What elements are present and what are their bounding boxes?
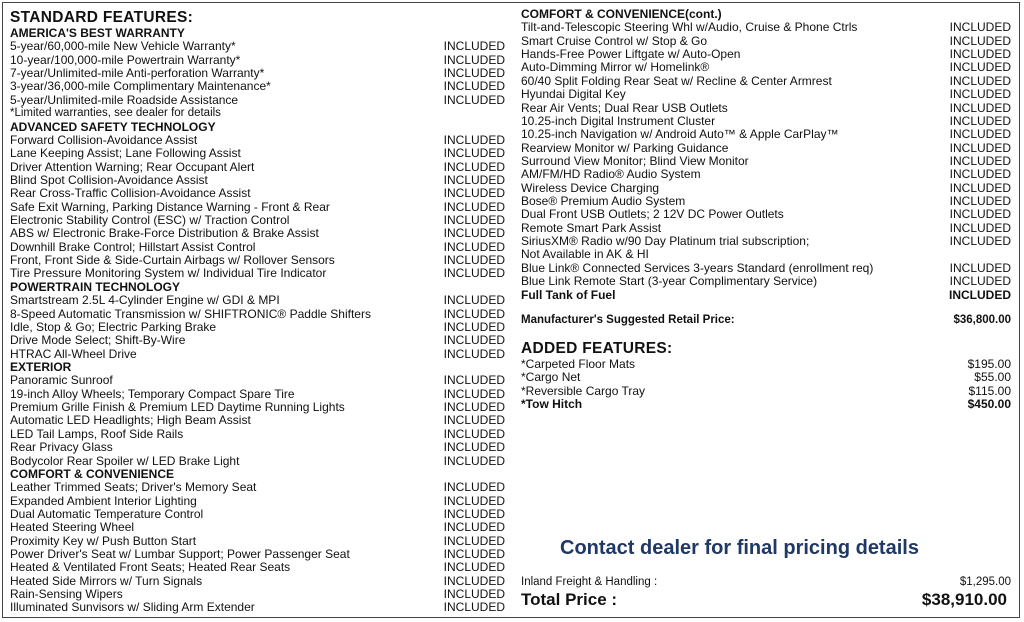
feature-value: INCLUDED [443, 587, 505, 602]
section-heading-text: POWERTRAIN TECHNOLOGY [10, 279, 180, 294]
feature-row [521, 48, 1011, 61]
feature-name: 19-inch Alloy Wheels; Temporary Compact Spare Tire [10, 386, 295, 401]
feature-value: INCLUDED [443, 39, 505, 54]
feature-value: INCLUDED [443, 400, 505, 415]
feature-value: INCLUDED [949, 127, 1011, 142]
feature-value: INCLUDED [443, 520, 505, 535]
feature-name: 10.25-inch Navigation w/ Android Auto™ & Apple CarPlay™ [521, 127, 839, 142]
feature-row [10, 441, 505, 454]
feature-value: INCLUDED [443, 426, 505, 441]
feature-row [521, 21, 1011, 34]
feature-row [521, 235, 1011, 248]
feature-name: Safe Exit Warning, Parking Distance Warning - Front & Rear [10, 199, 330, 214]
feature-value: INCLUDED [443, 132, 505, 147]
feature-row [10, 214, 505, 227]
feature-row [521, 275, 1011, 288]
feature-row [10, 241, 505, 254]
feature-row [10, 134, 505, 147]
feature-row [10, 80, 505, 93]
feature-value: INCLUDED [443, 159, 505, 174]
feature-name: 10.25-inch Digital Instrument Cluster [521, 113, 716, 128]
feature-value: INCLUDED [443, 533, 505, 548]
feature-value: INCLUDED [443, 253, 505, 268]
feature-row [521, 168, 1011, 181]
feature-name: Lane Keeping Assist; Lane Following Assist [10, 146, 241, 161]
feature-name: LED Tail Lamps, Roof Side Rails [10, 426, 184, 441]
section-heading-text: COMFORT & CONVENIENCE(cont.) [521, 7, 722, 21]
feature-value: INCLUDED [949, 33, 1011, 48]
feature-name: Drive Mode Select; Shift-By-Wire [10, 333, 186, 348]
feature-name: Wireless Device Charging [521, 180, 660, 195]
feature-value: $195.00 [967, 356, 1011, 371]
feature-name: Rearview Monitor w/ Parking Guidance [521, 140, 729, 155]
feature-name: 3-year/36,000-mile Complimentary Maintenance* [10, 79, 271, 94]
section-heading [10, 121, 505, 134]
feature-row [521, 35, 1011, 48]
feature-value: INCLUDED [443, 92, 505, 107]
feature-row [521, 398, 1011, 411]
feature-value: INCLUDED [443, 146, 505, 161]
feature-value: INCLUDED [949, 153, 1011, 168]
msrp-value: $36,800.00 [953, 313, 1011, 326]
feature-row [10, 481, 505, 494]
feature-row [10, 401, 505, 414]
feature-row [521, 75, 1011, 88]
feature-name: Leather Trimmed Seats; Driver's Memory Seat [10, 480, 257, 495]
feature-value: INCLUDED [949, 234, 1011, 249]
feature-value: INCLUDED [443, 306, 505, 321]
feature-row [10, 548, 505, 561]
feature-value: INCLUDED [949, 100, 1011, 115]
feature-value: INCLUDED [443, 453, 505, 468]
feature-name: Remote Smart Park Assist [521, 220, 662, 235]
feature-row [10, 161, 505, 174]
feature-name: Rear Cross-Traffic Collision-Avoidance Assist [10, 186, 251, 201]
feature-name: Heated Steering Wheel [10, 520, 135, 535]
feature-row [10, 254, 505, 267]
contact-dealer-note: Contact dealer for final pricing details [560, 537, 919, 559]
feature-value: INCLUDED [443, 199, 505, 214]
feature-value: INCLUDED [443, 506, 505, 521]
feature-name: Rain-Sensing Wipers [10, 587, 123, 602]
feature-row [10, 601, 505, 614]
section-heading [521, 8, 1011, 21]
feature-name: *Reversible Cargo Tray [521, 383, 646, 398]
feature-row [521, 222, 1011, 235]
section-title [10, 9, 505, 27]
feature-name: 5-year/60,000-mile New Vehicle Warranty* [10, 39, 236, 54]
feature-name: HTRAC All-Wheel Drive [10, 346, 137, 361]
feature-row [521, 385, 1011, 398]
feature-value: INCLUDED [443, 547, 505, 562]
feature-value: INCLUDED [949, 287, 1011, 302]
total-price-label: Total Price : [521, 590, 618, 609]
feature-name: Rear Privacy Glass [10, 440, 113, 455]
feature-name: Front, Front Side & Side-Curtain Airbags w/ Rollover Sensors [10, 253, 335, 268]
feature-name: Dual Front USB Outlets; 2 12V DC Power Outlets [521, 207, 784, 222]
feature-name: Automatic LED Headlights; High Beam Assist [10, 413, 251, 428]
feature-row [10, 414, 505, 427]
feature-row [10, 174, 505, 187]
section-heading [10, 281, 505, 294]
feature-row [10, 561, 505, 574]
feature-name: Dual Automatic Temperature Control [10, 506, 204, 521]
section-heading-text: ADVANCED SAFETY TECHNOLOGY [10, 119, 216, 134]
feature-name: Panoramic Sunroof [10, 373, 113, 388]
feature-name: Idle, Stop & Go; Electric Parking Brake [10, 319, 217, 334]
feature-name: 10-year/100,000-mile Powertrain Warranty* [10, 52, 241, 67]
feature-name: Rear Air Vents; Dual Rear USB Outlets [521, 100, 728, 115]
feature-name: *Tow Hitch [521, 396, 583, 411]
feature-row [521, 115, 1011, 128]
feature-value: INCLUDED [443, 293, 505, 308]
section-heading [10, 468, 505, 481]
feature-name: Expanded Ambient Interior Lighting [10, 493, 197, 508]
msrp-row-text: Manufacturer's Suggested Retail Price: [521, 313, 735, 326]
feature-value: INCLUDED [443, 172, 505, 187]
feature-value: INCLUDED [443, 186, 505, 201]
feature-row [521, 142, 1011, 155]
feature-name: Bodycolor Rear Spoiler w/ LED Brake Light [10, 453, 240, 468]
feature-value: INCLUDED [443, 346, 505, 361]
feature-row [10, 321, 505, 334]
section-title-text: STANDARD FEATURES: [10, 9, 194, 26]
feature-name: Blue Link® Connected Services 3-years Standard (enrollment req) [521, 260, 874, 275]
feature-name: Proximity Key w/ Push Button Start [10, 533, 197, 548]
feature-value: $115.00 [968, 383, 1011, 398]
feature-value: INCLUDED [443, 213, 505, 228]
feature-row [521, 208, 1011, 221]
feature-value: $450.00 [967, 396, 1011, 411]
feature-value: INCLUDED [949, 260, 1011, 275]
feature-name: Bose® Premium Audio System [521, 194, 686, 209]
feature-value: INCLUDED [443, 413, 505, 428]
feature-row [10, 308, 505, 321]
feature-value: INCLUDED [443, 386, 505, 401]
feature-row [10, 588, 505, 601]
feature-value: INCLUDED [949, 207, 1011, 222]
feature-value: INCLUDED [443, 600, 505, 615]
feature-name: Not Available in AK & HI [521, 247, 649, 262]
feature-value: INCLUDED [443, 66, 505, 81]
feature-name: 60/40 Split Folding Rear Seat w/ Recline & Center Armrest [521, 73, 832, 88]
feature-row [10, 227, 505, 240]
feature-name: AM/FM/HD Radio® Audio System [521, 167, 701, 182]
feature-row [10, 67, 505, 80]
left-column [10, 9, 505, 615]
feature-row [521, 102, 1011, 115]
feature-value: INCLUDED [949, 47, 1011, 62]
feature-value: INCLUDED [949, 73, 1011, 88]
feature-name: Auto-Dimming Mirror w/ Homelink® [521, 60, 710, 75]
feature-name: Full Tank of Fuel [521, 287, 616, 302]
feature-value: INCLUDED [443, 560, 505, 575]
feature-value: INCLUDED [949, 113, 1011, 128]
feature-row [10, 94, 505, 107]
feature-name: Driver Attention Warning; Rear Occupant Alert [10, 159, 255, 174]
section-heading [10, 361, 505, 374]
feature-row [521, 155, 1011, 168]
feature-name: ABS w/ Electronic Brake-Force Distribution & Brake Assist [10, 226, 319, 241]
right-column [521, 8, 1011, 411]
feature-value: INCLUDED [443, 480, 505, 495]
total-price-value: $38,910.00 [921, 590, 1007, 609]
section-heading-text: AMERICA'S BEST WARRANTY [10, 26, 185, 40]
feature-value: INCLUDED [949, 220, 1011, 235]
feature-name: Heated Side Mirrors w/ Turn Signals [10, 573, 203, 588]
feature-row [521, 248, 1011, 261]
feature-name: Hands-Free Power Liftgate w/ Auto-Open [521, 47, 741, 62]
freight-row [521, 576, 1011, 590]
feature-row [521, 262, 1011, 275]
feature-row [10, 455, 505, 468]
section-heading-text: COMFORT & CONVENIENCE [10, 466, 175, 481]
feature-name: SiriusXM® Radio w/90 Day Platinum trial subscription; [521, 234, 810, 249]
feature-row [10, 535, 505, 548]
feature-value: INCLUDED [443, 493, 505, 508]
feature-row [521, 182, 1011, 195]
feature-row [521, 371, 1011, 384]
footnote-text: *Limited warranties, see dealer for details [10, 107, 221, 120]
feature-name: Forward Collision-Avoidance Assist [10, 132, 198, 147]
feature-value: INCLUDED [443, 79, 505, 94]
feature-row [10, 521, 505, 534]
total-price-row [521, 590, 1007, 610]
feature-name: Smartstream 2.5L 4-Cylinder Engine w/ GDI & MPI [10, 293, 280, 308]
section-heading [10, 27, 505, 40]
feature-value: INCLUDED [949, 167, 1011, 182]
feature-value: INCLUDED [949, 194, 1011, 209]
feature-name: Blind Spot Collision-Avoidance Assist [10, 172, 208, 187]
section-title-text: ADDED FEATURES: [521, 339, 673, 357]
feature-row [10, 147, 505, 160]
feature-name: *Cargo Net [521, 370, 581, 385]
feature-value: INCLUDED [443, 573, 505, 588]
feature-value: INCLUDED [443, 333, 505, 348]
feature-name: Illuminated Sunvisors w/ Sliding Arm Extender [10, 600, 255, 615]
feature-name: 8-Speed Automatic Transmission w/ SHIFTRONIC® Paddle Shifters [10, 306, 371, 321]
feature-value: INCLUDED [443, 226, 505, 241]
feature-name: Blue Link Remote Start (3-year Complimentary Service) [521, 274, 818, 289]
feature-name: Tilt-and-Telescopic Steering Whl w/Audio, Cruise & Phone Ctrls [521, 20, 858, 35]
feature-value: INCLUDED [949, 180, 1011, 195]
feature-value: $55.00 [974, 370, 1011, 385]
freight-label: Inland Freight & Handling : [521, 576, 658, 588]
feature-row [10, 334, 505, 347]
feature-row [10, 495, 505, 508]
feature-row [10, 508, 505, 521]
feature-row [521, 88, 1011, 101]
feature-row [10, 348, 505, 361]
feature-row [10, 267, 505, 280]
feature-row [10, 187, 505, 200]
section-title [521, 340, 1011, 358]
feature-value: INCLUDED [949, 140, 1011, 155]
feature-row [10, 388, 505, 401]
feature-row [10, 201, 505, 214]
feature-name: *Carpeted Floor Mats [521, 356, 636, 371]
feature-row [10, 428, 505, 441]
msrp-row [521, 312, 1011, 328]
feature-name: Power Driver's Seat w/ Lumbar Support; Power Passenger Seat [10, 547, 350, 562]
feature-value: INCLUDED [949, 60, 1011, 75]
feature-name: 5-year/Unlimited-mile Roadside Assistance [10, 92, 239, 107]
feature-name: Downhill Brake Control; Hillstart Assist Control [10, 239, 256, 254]
feature-row [10, 374, 505, 387]
feature-value: INCLUDED [949, 87, 1011, 102]
feature-row [521, 195, 1011, 208]
feature-name: Surround View Monitor; Blind View Monitor [521, 153, 749, 168]
feature-row [10, 294, 505, 307]
freight-value: $1,295.00 [959, 576, 1011, 588]
feature-row [521, 61, 1011, 74]
feature-value: INCLUDED [949, 274, 1011, 289]
feature-name: Premium Grille Finish & Premium LED Daytime Running Lights [10, 400, 345, 415]
feature-value: INCLUDED [443, 373, 505, 388]
feature-row [521, 358, 1011, 371]
feature-value: INCLUDED [443, 266, 505, 281]
feature-value: INCLUDED [443, 319, 505, 334]
feature-name: Electronic Stability Control (ESC) w/ Traction Control [10, 213, 290, 228]
feature-value: INCLUDED [949, 20, 1011, 35]
feature-name: 7-year/Unlimited-mile Anti-perforation Warranty* [10, 66, 265, 81]
feature-row [521, 128, 1011, 141]
feature-row [10, 40, 505, 53]
feature-name: Tire Pressure Monitoring System w/ Individual Tire Indicator [10, 266, 327, 281]
feature-name: Heated & Ventilated Front Seats; Heated Rear Seats [10, 560, 291, 575]
feature-name: Smart Cruise Control w/ Stop & Go [521, 33, 708, 48]
footnote [10, 107, 505, 120]
feature-name: Hyundai Digital Key [521, 87, 626, 102]
feature-row [521, 289, 1011, 302]
feature-value: INCLUDED [443, 52, 505, 67]
feature-row [10, 54, 505, 67]
feature-value: INCLUDED [443, 440, 505, 455]
feature-row [10, 575, 505, 588]
section-heading-text: EXTERIOR [10, 359, 72, 374]
feature-value: INCLUDED [443, 239, 505, 254]
